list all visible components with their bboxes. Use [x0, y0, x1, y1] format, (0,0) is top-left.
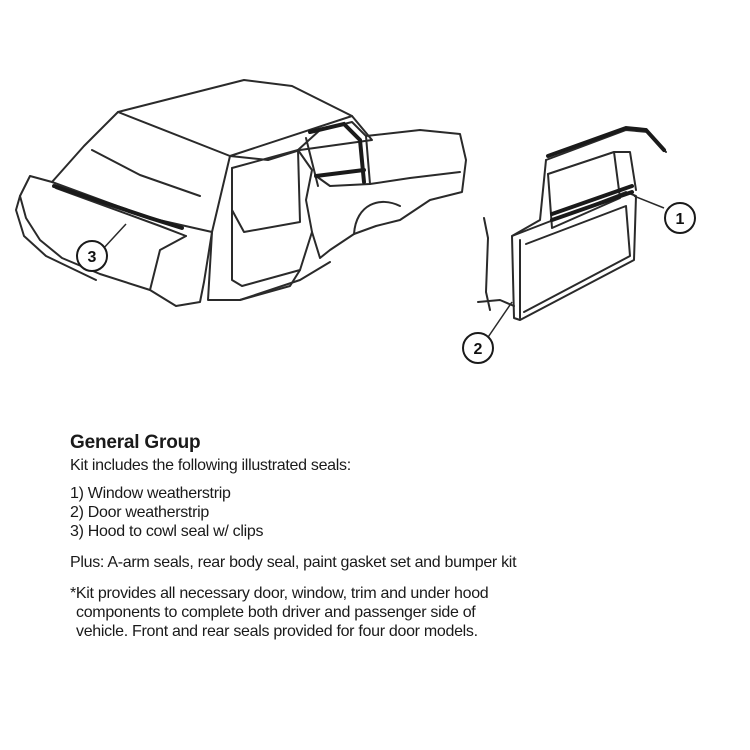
kit-description — [70, 432, 710, 641]
callout-2-label: 2 — [473, 341, 483, 358]
kit-note-line-3: vehicle. Front and rear seals provided for four door models. — [76, 623, 478, 640]
callout-3 — [77, 241, 107, 271]
car-body-illustration — [16, 80, 466, 306]
door-seal-highlights — [548, 128, 664, 220]
door-illustration — [478, 130, 666, 320]
kit-note-line-2: components to complete both driver and passenger side of — [76, 604, 476, 621]
kit-subtitle: Kit includes the following illustrated seals: — [70, 457, 351, 474]
car-seal-highlights — [54, 124, 364, 228]
callout-1 — [665, 203, 695, 233]
callout-leaders — [102, 196, 664, 346]
callout-1-label: 1 — [675, 211, 685, 228]
callout-3-label: 3 — [87, 249, 97, 266]
group-title: General Group — [70, 432, 201, 453]
callout-2 — [463, 333, 493, 363]
plus-items: Plus: A-arm seals, rear body seal, paint gasket set and bumper kit — [70, 554, 517, 571]
seal-item-2: 2) Door weatherstrip — [70, 504, 209, 521]
kit-note-line-1: *Kit provides all necessary door, window, trim and under hood — [70, 585, 489, 602]
seal-item-3: 3) Hood to cowl seal w/ clips — [70, 523, 264, 540]
seal-item-1: 1) Window weatherstrip — [70, 485, 231, 502]
